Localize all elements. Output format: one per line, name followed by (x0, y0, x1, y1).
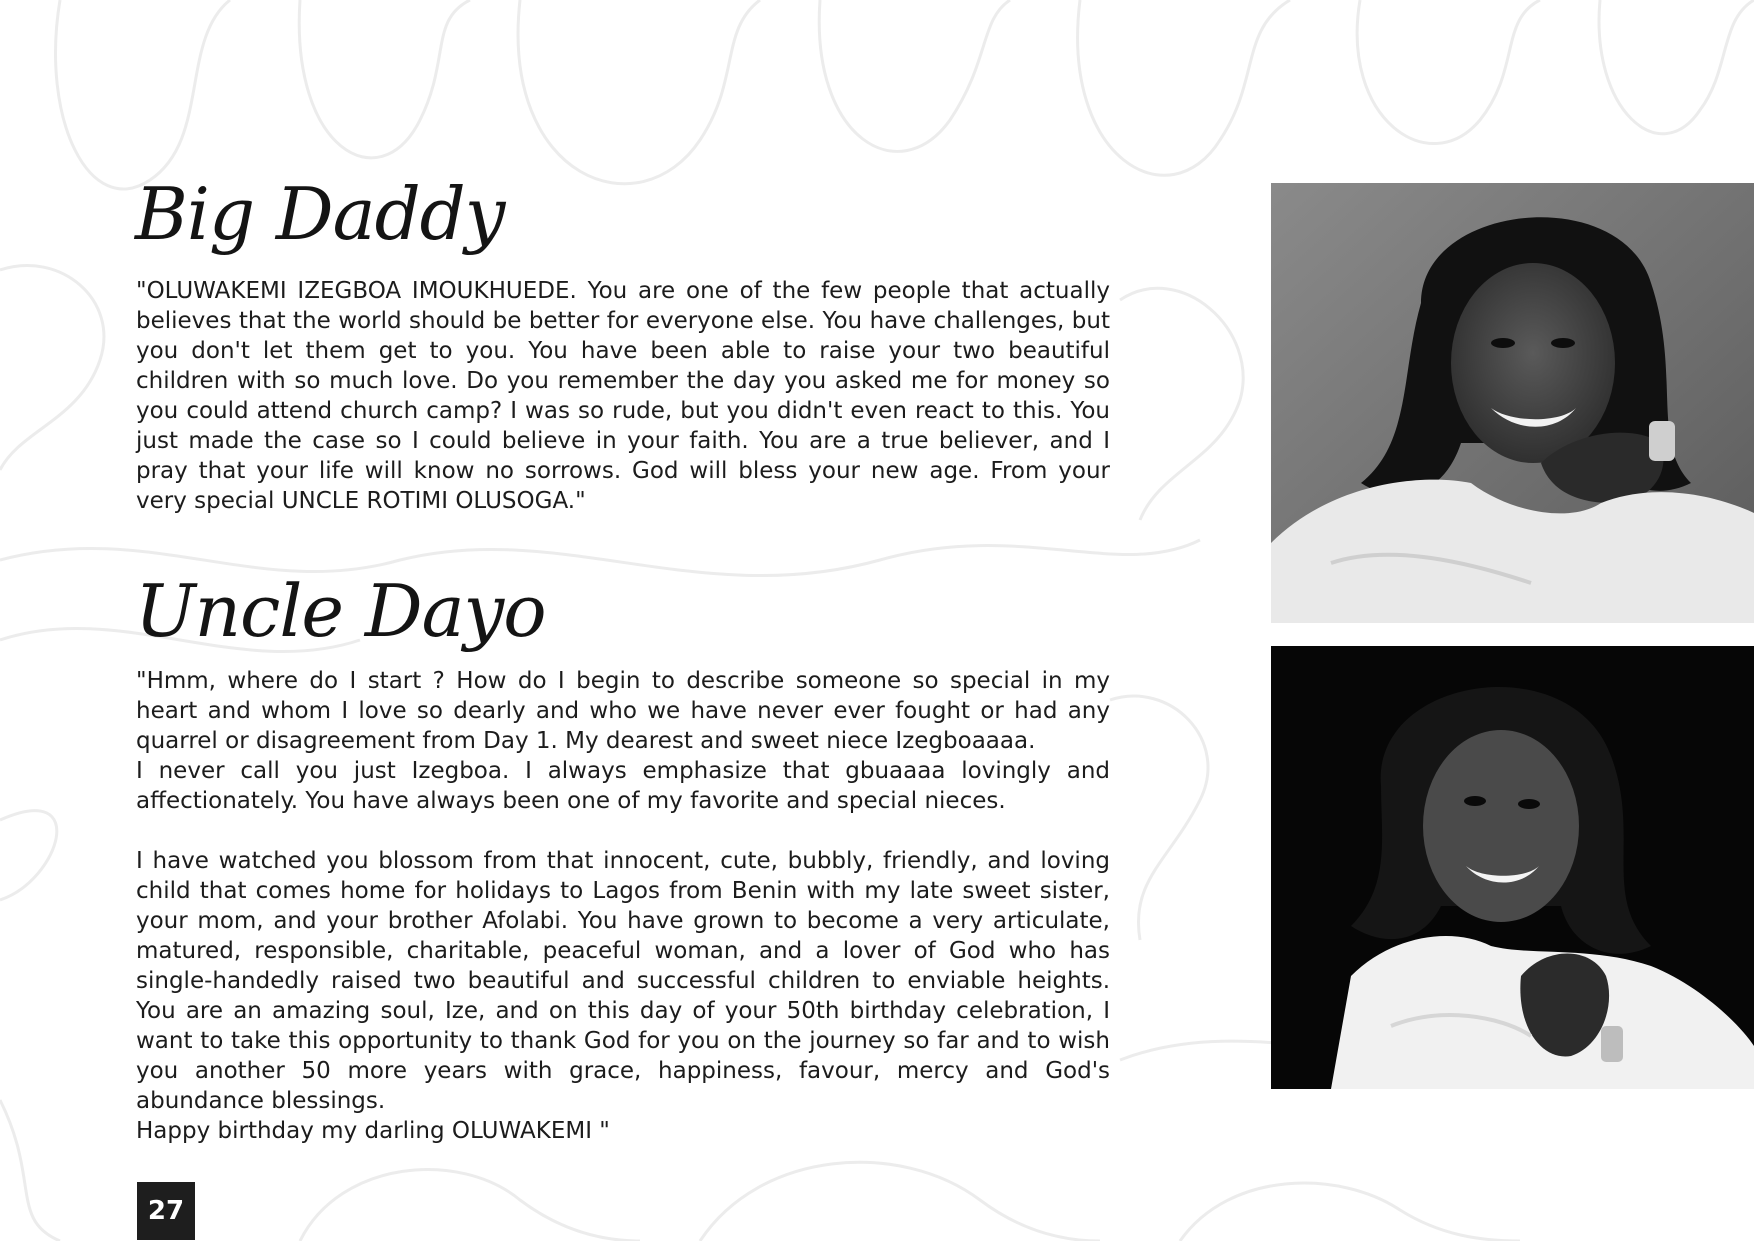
portrait-photo-1 (1271, 183, 1754, 623)
tribute-text-uncle-dayo-intro (136, 666, 1110, 816)
paragraph: "Hmm, where do I start ? How do I begin to describe someone so special in my heart and whom I love so dearly and who we have never ever fought or had any quarrel or disagreement from Day 1. My dearest and sweet niece Izegboaaaa. (136, 668, 1110, 754)
paragraph: I never call you just Izegboa. I always emphasize that gbuaaaa lovingly and affectionately. You have always been one of my favorite and special nieces. (136, 758, 1110, 814)
tribute-text-uncle-dayo-body (136, 846, 1110, 1116)
portrait-photo-2 (1271, 646, 1754, 1089)
tribute-text-uncle-dayo-closing (136, 1116, 1110, 1146)
paragraph: "OLUWAKEMI IZEGBOA IMOUKHUEDE. You are one of the few people that actually believes that the world should be better for everyone else. You have challenges, but you don't let them get to you. You have been able to raise your two beautiful children with so much love. Do you remember the day you asked me for money so you could attend church camp? I was so rude, but you didn't even react to this. You just made the case so I could believe in your faith. You are a true believer, and I pray that your life will know no sorrows. God will bless your new age. From your very special UNCLE ROTIMI OLUSOGA." (136, 278, 1110, 514)
paragraph: Happy birthday my darling OLUWAKEMI " (136, 1118, 610, 1144)
page-number-badge (137, 1182, 195, 1240)
page-number: 27 (147, 1196, 185, 1226)
section-heading-uncle-dayo: Uncle Dayo (135, 569, 546, 653)
paragraph: I have watched you blossom from that innocent, cute, bubbly, friendly, and loving child that comes home for holidays to Lagos from Benin with my late sweet sister, your mom, and your brother Afolabi. You have grown to become a very articulate, matured, responsible, charitable, peaceful woman, and a lover of God who has single-handedly raised two beautiful and successful children to enviable heights. You are an amazing soul, Ize, and on this day of your 50th birthday celebration, I want to take this opportunity to thank God for you on the journey so far and to wish you another 50 more years with grace, happiness, favour, mercy and God's abundance blessings. (136, 848, 1110, 1114)
section-heading-big-daddy: Big Daddy (135, 172, 505, 256)
tribute-text-big-daddy (136, 276, 1110, 516)
